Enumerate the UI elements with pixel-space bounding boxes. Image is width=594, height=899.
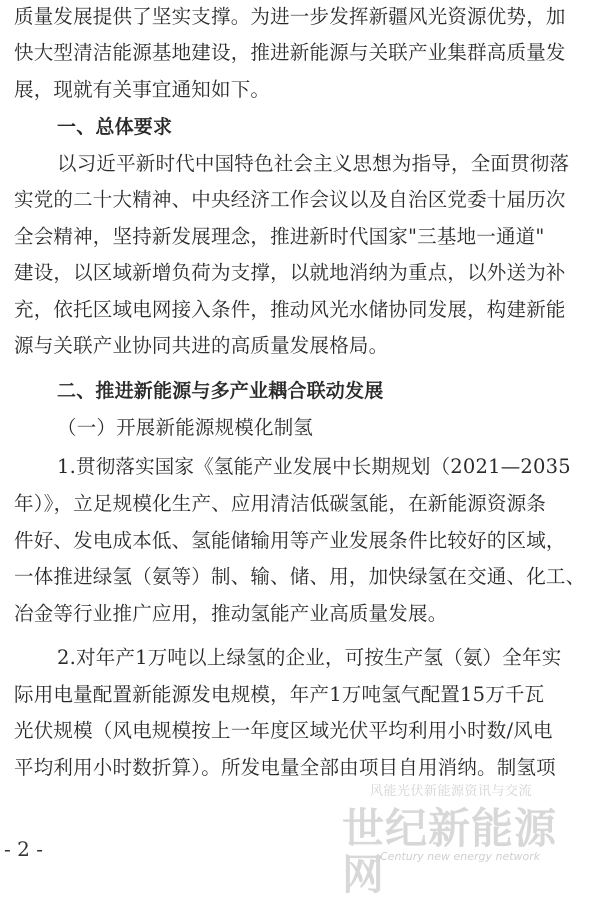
paragraph-line: 1.贯彻落实国家《氢能产业发展中长期规划（2021—2035	[57, 455, 571, 478]
paragraph-line: 2.对年产1万吨以上绿氢的企业，可按生产氢（氨）全年实	[57, 646, 562, 669]
paragraph-line: 展，现就有关事宜通知如下。	[14, 78, 271, 101]
subsection-heading-hydrogen: （一）开展新能源规模化制氢	[57, 416, 314, 439]
paragraph-line: 件好、发电成本低、氢能储输用等产业发展条件比较好的区域，	[14, 529, 566, 552]
paragraph-line: 光伏规模（风电规模按上一年度区域光伏平均利用小时数/风电	[14, 719, 553, 742]
paragraph-line: 以习近平新时代中国特色社会主义思想为指导，全面贯彻落	[57, 152, 570, 175]
paragraph-line: 实党的二十大精神、中央经济工作会议以及自治区党委十届历次	[14, 188, 566, 211]
paragraph-line: 平均利用小时数折算）。所发电量全部由项目自用消纳。制氢项	[14, 756, 556, 779]
paragraph-line: 建设，以区域新增负荷为支撑，以就地消纳为重点，以外送为补	[14, 261, 566, 284]
paragraph-line: 一体推进绿氢（氨等）制、输、储、用，加快绿氢在交通、化工、	[14, 565, 586, 588]
watermark-english: Century new energy network	[380, 850, 541, 863]
section-heading-industry-coupling: 二、推进新能源与多产业耦合联动发展	[57, 380, 384, 402]
paragraph-line: 全会精神，坚持新发展理念，推进新时代国家"三基地一通道"	[14, 225, 545, 248]
paragraph-line: 充，依托区域电网接入条件，推动风光水储协同发展，构建新能	[14, 298, 566, 321]
paragraph-line: 冶金等行业推广应用，推动氢能产业高质量发展。	[14, 602, 448, 625]
paragraph-line: 际用电量配置新能源发电规模，年产1万吨氢气配置15万千瓦	[14, 683, 545, 706]
section-heading-general-requirements: 一、总体要求	[57, 116, 173, 138]
page-number: - 2 -	[4, 837, 43, 861]
paragraph-line: 质量发展提供了坚实支撑。为进一步发挥新疆风光资源优势，加	[14, 5, 566, 28]
watermark-tagline: 风能光伏新能源资讯与交流	[370, 784, 533, 799]
paragraph-line: 源与关联产业协同共进的高质量发展格局。	[14, 334, 389, 357]
watermark-logo-text: 世纪新能源网	[342, 804, 558, 899]
paragraph-line: 快大型清洁能源基地建设，推进新能源与关联产业集群高质量发	[14, 41, 566, 64]
paragraph-line: 年）》，立足规模化生产、应用清洁低碳氢能，在新能源资源条	[14, 492, 547, 515]
